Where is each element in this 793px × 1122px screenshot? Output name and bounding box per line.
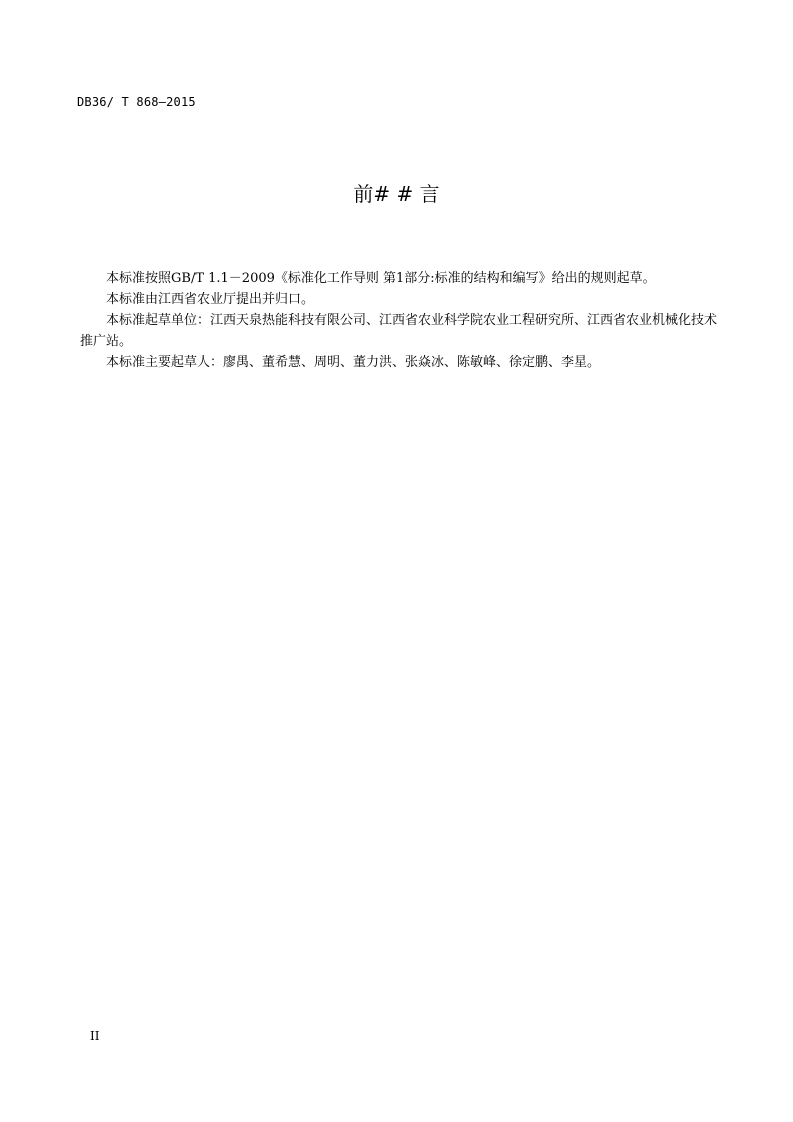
foreword-paragraph-drafting-units: 本标准起草单位：江西天泉热能科技有限公司、江西省农业科学院农业工程研究所、江西省农业机械化技术推广站。 xyxy=(80,313,718,349)
foreword-paragraph-drafters: 本标准主要起草人：廖禺、董希慧、周明、董力洪、张焱冰、陈敏峰、徐定鹏、李星。 xyxy=(106,355,601,370)
standard-code: DB36/ T 868—2015 xyxy=(77,95,196,109)
foreword-paragraph-drafting-rules: 本标准按照GB/T 1.1－2009《标准化工作导则 第1部分:标准的结构和编写》给出的规则起草。 xyxy=(106,271,656,286)
foreword-title: 前# # 言 xyxy=(353,182,440,206)
foreword-body xyxy=(80,268,720,373)
page-number: II xyxy=(90,1029,100,1043)
foreword-paragraph-proposer: 本标准由江西省农业厅提出并归口。 xyxy=(106,292,315,307)
